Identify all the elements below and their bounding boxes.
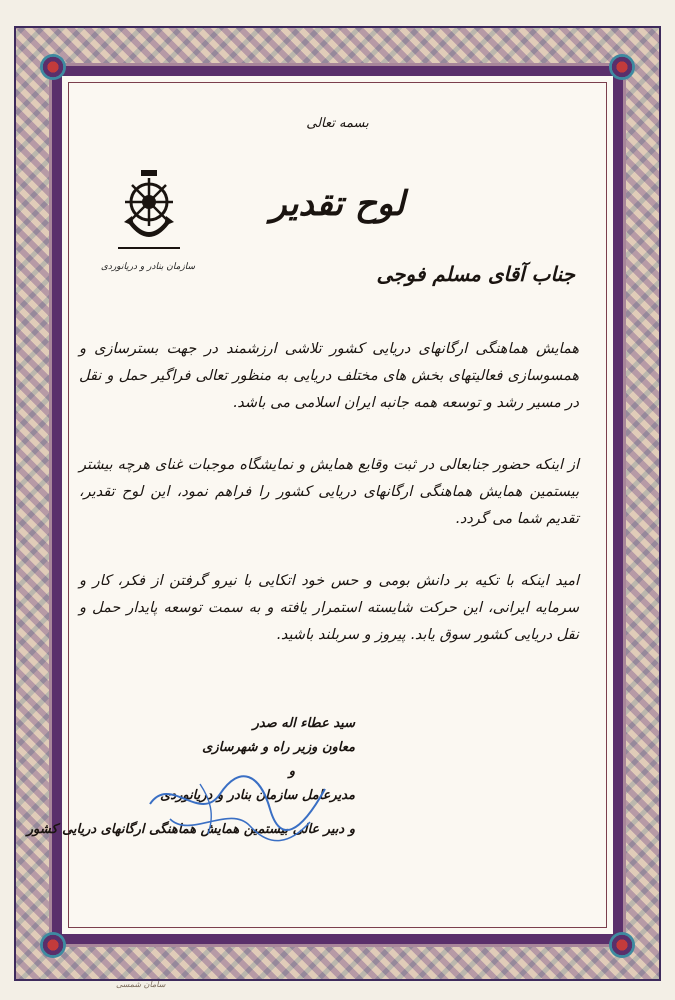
signatory-title-3: و دبیر عالی بیستمین همایش هماهنگی ارگانهای دریایی کشور [26,822,355,837]
page-title: لوح تقدیر [270,184,405,224]
body-paragraph-1: همایش هماهنگی ارگانهای دریایی کشور تلاشی ارزشمند در جهت بسترسازی و همسوسازی فعالیتهای بخش های مختلف دریایی به منظور تعالی فراگیر حمل و نقل در مسیر رشد و توسعه همه جانبه ایران اسلامی می باشد. [79,341,579,411]
corner-ornament-top-left [40,54,66,80]
signatory-name: سید عطاء اله صدر [252,716,355,731]
corner-ornament-top-right [609,54,635,80]
handwritten-signature [140,764,340,854]
body-paragraph-3: امید اینکه با تکیه بر دانش بومی و حس خود اتکایی با نیرو گرفتن از فکر، کار و سرمایه ایرانی، این حرکت شایسته استمرار یافته و به سمت توسعه پایدار حمل و نقل دریایی کشور سوق یابد. پیروز و سربلند باشید. [79,573,579,643]
footer-mark: سامان شمسی [116,980,166,989]
signatory-conjunction: و [288,764,295,779]
body-paragraph-2: از اینکه حضور جنابعالی در ثبت وقایع همایش و نمایشگاه موجبات غنای هرچه بیشتر بیستمین همایش هماهنگی ارگانهای دریایی کشور را فراهم نمود، این لوح تقدیر، تقدیم شما می گردد. [79,457,579,527]
corner-ornament-bottom-right [609,932,635,958]
bismillah-heading: بسمه تعالی [306,116,369,131]
signatory-title-1: معاون وزیر راه و شهرسازی [202,740,355,755]
logo-caption: سازمان بنادر و دریانوردی [100,262,196,272]
recipient-name: جناب آقای مسلم فوجی [376,262,575,286]
corner-ornament-bottom-left [40,932,66,958]
signatory-title-2: مدیرعامل سازمان بنادر و دریانوردی [160,788,355,803]
